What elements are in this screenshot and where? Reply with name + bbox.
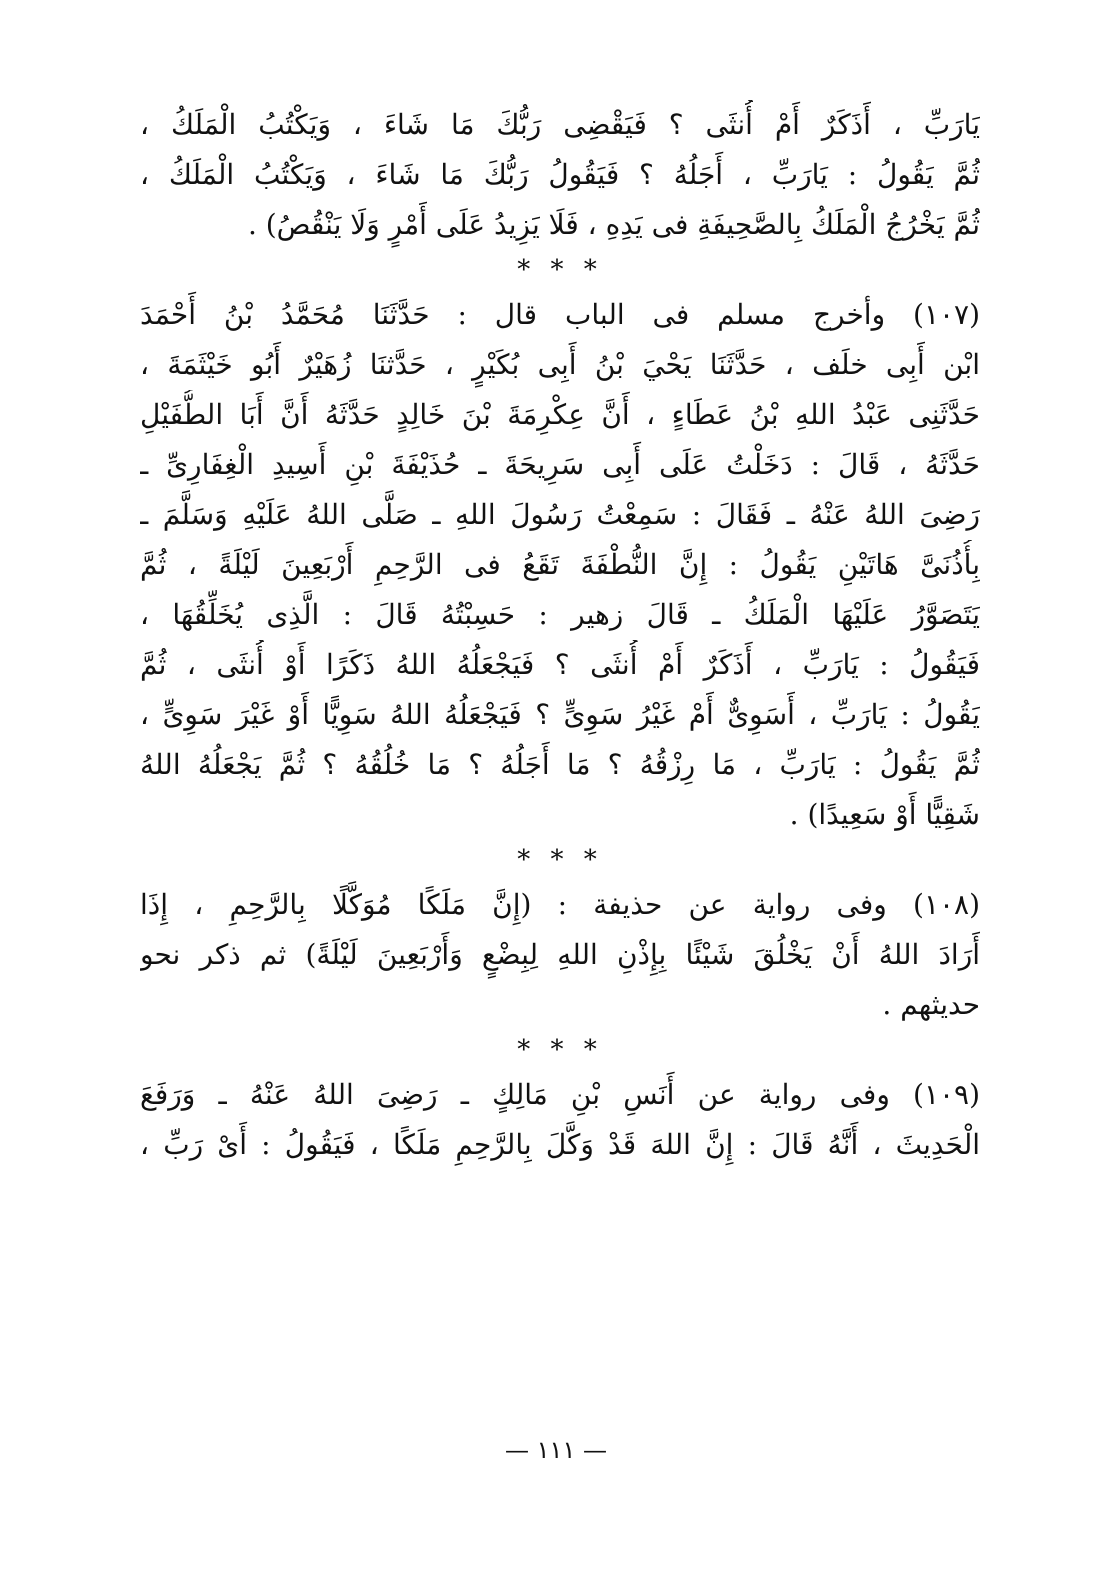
text-line: بِأُذُنَىَّ هَاتَيْنِ يَقُولُ : إِنَّ النُّطْفَةَ تَقَعُ فى الرَّحِمِ أَرْبَعِينَ لَيْلَةً ، ثُمَّ [140, 548, 980, 581]
text-line: شَقِيًّا أَوْ سَعِيدًا) . [789, 798, 980, 831]
text-line: (١٠٧) وأخرج مسلم فى الباب قال : حَدَّثَنَا مُحَمَّدُ بْنُ أَحْمَدَ [140, 298, 980, 331]
section-separator: * * * [517, 845, 603, 875]
text-line: حَدَّثَنِى عَبْدُ اللهِ بْنُ عَطَاءٍ ، أَنَّ عِكْرِمَةَ بْنَ خَالِدٍ حَدَّثَهُ أَنَّ أَبَا الطُّفَيْلِ [140, 398, 980, 431]
text-line: (١٠٩) وفى رواية عن أَنَسِ بْنِ مَالِكٍ ـ رَضِىَ اللهُ عَنْهُ ـ وَرَفَعَ [140, 1078, 980, 1111]
section-separator: * * * [517, 255, 603, 285]
text-line: ثُمَّ يَقُولُ : يَارَبِّ ، مَا رِزْقُهُ ؟ مَا أَجَلُهُ ؟ مَا خُلُقُهُ ؟ ثُمَّ يَجْعَلُهُ اللهُ [140, 748, 980, 781]
page-body [140, 100, 980, 1170]
text-line: الْحَدِيثَ ، أَنَّهُ قَالَ : إِنَّ اللهَ قَدْ وَكَّلَ بِالرَّحِمِ مَلَكًا ، فَيَقُولُ : أَىْ رَبِّ ، [140, 1128, 980, 1161]
text-line: ثُمَّ يَخْرُجُ الْمَلَكُ بِالصَّحِيفَةِ فى يَدِهِ ، فَلَا يَزِيدُ عَلَى أَمْرٍ وَلَا يَنْقُصُ) . [247, 208, 980, 241]
text-line: ابْن أَبِى خلَف ، حَدَّثَنَا يَحْيَ بْنُ أَبِى بُكَيْرٍ ، حَدَّثنَا زُهَيْرٌ أَبُو خَيْثَمَةَ ، [140, 348, 980, 381]
text-line: ثُمَّ يَقُولُ : يَارَبِّ ، أَجَلُهُ ؟ فَيَقُولُ رَبُّكَ مَا شَاءَ ، وَيَكْتُبُ الْمَلَكُ ، [140, 158, 980, 191]
paragraph-continuation [140, 100, 980, 250]
text-line: رَضِىَ اللهُ عَنْهُ ـ فَقَالَ : سَمِعْتُ رَسُولَ اللهِ ـ صَلَّى اللهُ عَلَيْهِ وَسَلَّمَ ـ [140, 498, 980, 531]
hadith-108 [140, 880, 980, 1030]
text-line: أَرَادَ اللهُ أَنْ يَخْلُقَ شَيْئًا بِإِذْنِ اللهِ لِبِضْعٍ وَأَرْبَعِينَ لَيْلَةً) ثم ذكر نحو [140, 938, 980, 971]
text-line: حديثهم . [882, 988, 980, 1021]
text-line: يَقُولُ : يَارَبِّ ، أَسَوِىٌّ أَمْ غَيْرُ سَوِىٍّ ؟ فَيَجْعَلُهُ اللهُ سَوِيًّا أَوْ غَيْرَ سَوِىٍّ ، [140, 698, 980, 731]
text-line: (١٠٨) وفى رواية عن حذيفة : (إِنَّ مَلَكًا مُوَكَّلًا بِالرَّحِمِ ، إِذَا [140, 888, 980, 921]
text-line: يَتَصَوَّرُ عَلَيْهَا الْمَلَكُ ـ قَالَ زهير : حَسِبْتُهُ قَالَ : الَّذِى يُخَلِّقُهَا ، [140, 598, 980, 631]
hadith-109 [140, 1070, 980, 1170]
section-separator: * * * [517, 1035, 603, 1065]
hadith-107 [140, 290, 980, 840]
text-line: فَيَقُولُ : يَارَبِّ ، أَذَكَرٌ أَمْ أُنثَى ؟ فَيَجْعَلُهُ اللهُ ذَكَرًا أَوْ أُنثَى ، ثُمَّ [140, 648, 980, 681]
text-line: حَدَّثَهُ ، قَالَ : دَخَلْتُ عَلَى أَبِى سَرِيحَةَ ـ حُذَيْفَةَ بْنِ أَسِيدِ الْغِفَارِىِّ ـ [140, 448, 980, 481]
text-line: يَارَبِّ ، أَذَكَرٌ أَمْ أُنثَى ؟ فَيَقْضِى رَبُّكَ مَا شَاءَ ، وَيَكْتُبُ الْمَلَكُ ، [140, 108, 980, 141]
page-number: — ١١١ — [505, 1436, 607, 1464]
